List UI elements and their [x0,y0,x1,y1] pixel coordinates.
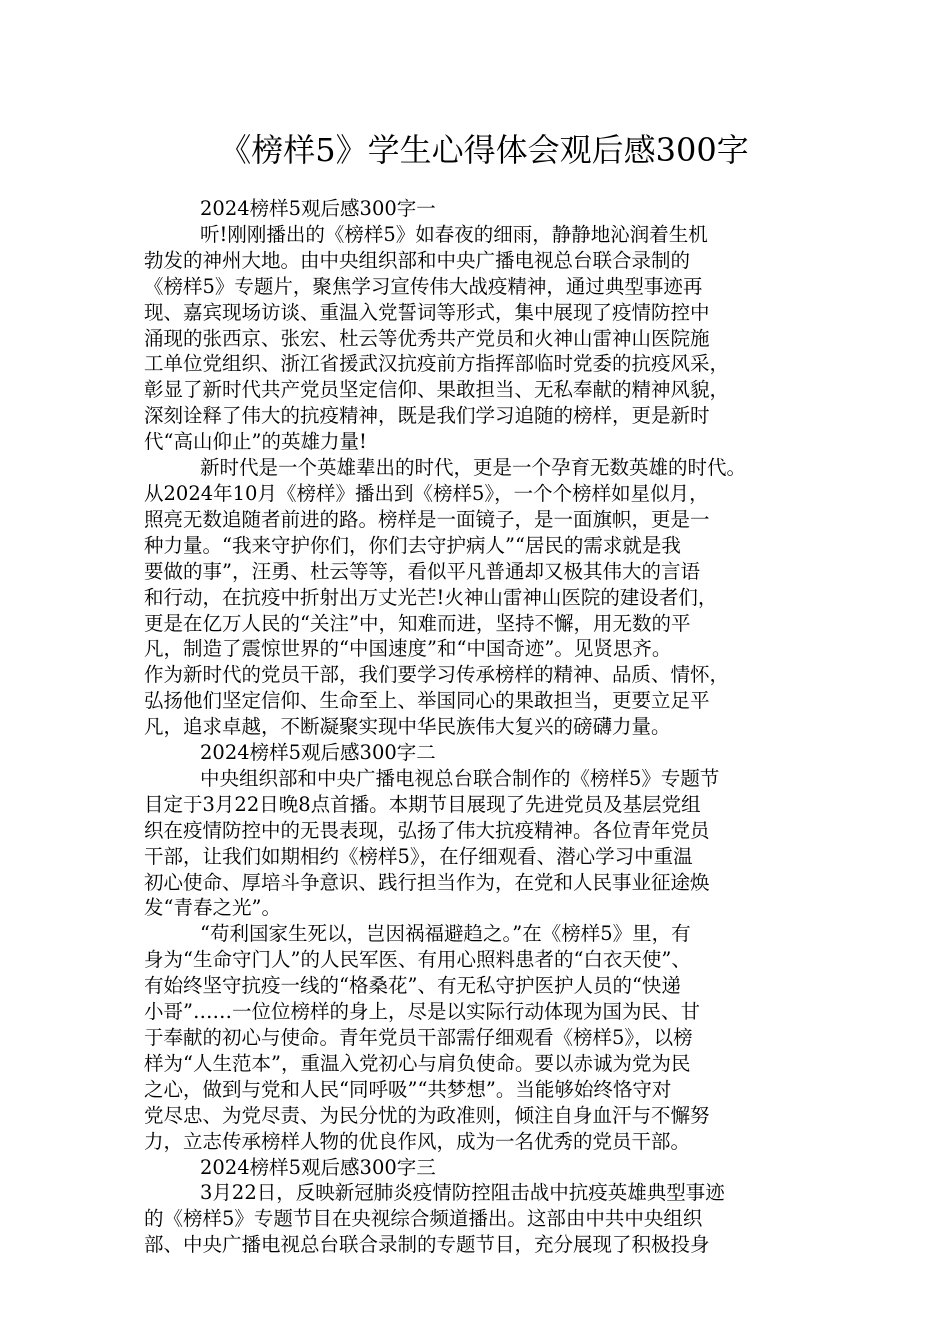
text-line: 织在疫情防控中的无畏表现，弘扬了伟大抗疫精神。各位青年党员 [144,818,710,842]
document-page [144,128,824,1258]
text-line: 身为“生命守门人”的人民军医、有用心照料患者的“白衣天使”、 [144,948,691,972]
paragraph [144,766,824,921]
text-line: 3月22日，反映新冠肺炎疫情防控阻击战中抗疫英雄典型事迹 [200,1181,725,1205]
section [144,196,824,740]
text-line: 凡，制造了震惊世界的“中国速度”和“中国奇迹”。见贤思齐。 [144,637,672,661]
text-line: 干部，让我们如期相约《榜样5》，在仔细观看、潜心学习中重温 [144,844,693,868]
text-line: 党尽忠、为党尽责、为民分忧的为政准则，倾注自身血汗与不懈努 [144,1103,710,1127]
text-line: 于奉献的初心与使命。青年党员干部需仔细观看《榜样5》，以榜 [144,1026,693,1049]
paragraph [144,222,824,455]
text-line: 之心，做到与党和人民“同呼吸”“共梦想”。当能够始终恪守对 [144,1077,672,1101]
text-line: “苟利国家生死以，岂因祸福避趋之。”在《榜样5》里，有 [200,922,691,946]
text-line: 中央组织部和中央广播电视总台联合制作的《榜样5》专题节 [200,766,720,790]
section-heading: 2024榜样5观后感300字三 [200,1155,436,1179]
text-line: 要做的事”，汪勇、杜云等等，看似平凡普通却又极其伟大的言语 [144,559,700,583]
section [144,1155,824,1259]
text-line: 有始终坚守抗疫一线的“格桑花”、有无私守护医护人员的“快递 [144,974,681,998]
section [144,740,824,1155]
paragraph [144,1180,824,1258]
document-title: 《榜样5》学生心得体会观后感300字 [219,131,749,169]
text-line: 力，立志传承榜样人物的优良作风，成为一名优秀的党员干部。 [144,1129,691,1153]
text-line: 目定于3月22日晚8点首播。本期节目展现了先进党员及基层党组 [144,792,701,816]
document-body [144,196,824,1258]
text-line: 彰显了新时代共产党员坚定信仰、果敢担当、无私奉献的精神风貌， [144,378,730,402]
text-line: 和行动，在抗疫中折射出万丈光芒!火神山雷神山医院的建设者们， [144,585,718,609]
text-line: 听!刚刚播出的《榜样5》如春夜的细雨，静静地沁润着生机 [200,222,708,246]
text-line: 新时代是一个英雄辈出的时代，更是一个孕育无数英雄的时代。 [200,456,747,480]
text-line: 涌现的张西京、张宏、杜云等优秀共产党员和火神山雷神山医院施 [144,326,710,350]
text-line: 代“高山仰止”的英雄力量! [144,430,367,454]
text-line: 现、嘉宾现场访谈、重温入党誓词等形式，集中展现了疫情防控中 [144,300,710,324]
text-line: 初心使命、厚培斗争意识、践行担当作为，在党和人民事业征途焕 [144,870,710,894]
text-line: 弘扬他们坚定信仰、生命至上、举国同心的果敢担当，更要立足平 [144,689,710,713]
text-line: 样为“人生范本”，重温入党初心与肩负使命。要以赤诚为党为民 [144,1051,691,1075]
text-line: 《榜样5》专题片，聚焦学习宣传伟大战疫精神，通过典型事迹再 [144,274,703,298]
text-line: 从2024年10月《榜样》播出到《榜样5》，一个个榜样如星似月， [144,481,709,505]
text-line: 作为新时代的党员干部，我们要学习传承榜样的精神、品质、情怀， [144,663,730,687]
text-line: 工单位党组织、浙江省援武汉抗疫前方指挥部临时党委的抗疫风采， [144,352,730,376]
text-line: 照亮无数追随者前进的路。榜样是一面镜子，是一面旗帜，更是一 [144,507,710,531]
text-line: 发“青春之光”。 [144,896,281,920]
text-line: 种力量。“我来守护你们，你们去守护病人”“居民的需求就是我 [144,533,681,557]
text-line: 更是在亿万人民的“关注”中，知难而进，坚持不懈，用无数的平 [144,611,691,635]
text-line: 的《榜样5》专题节目在央视综合频道播出。这部由中共中央组织 [144,1207,703,1231]
paragraph [144,921,824,1154]
paragraph [144,455,824,740]
text-line: 小哥”……一位位榜样的身上，尽是以实际行动体现为国为民、甘 [144,1000,700,1024]
section-heading: 2024榜样5观后感300字一 [200,197,436,220]
text-line: 深刻诠释了伟大的抗疫精神，既是我们学习追随的榜样，更是新时 [144,404,710,428]
text-line: 部、中央广播电视总台联合录制的专题节目，充分展现了积极投身 [144,1233,710,1257]
section-heading: 2024榜样5观后感300字二 [200,741,436,765]
text-line: 凡，追求卓越，不断凝聚实现中华民族伟大复兴的磅礴力量。 [144,715,671,739]
text-line: 勃发的神州大地。由中央组织部和中央广播电视总台联合录制的 [144,248,691,272]
